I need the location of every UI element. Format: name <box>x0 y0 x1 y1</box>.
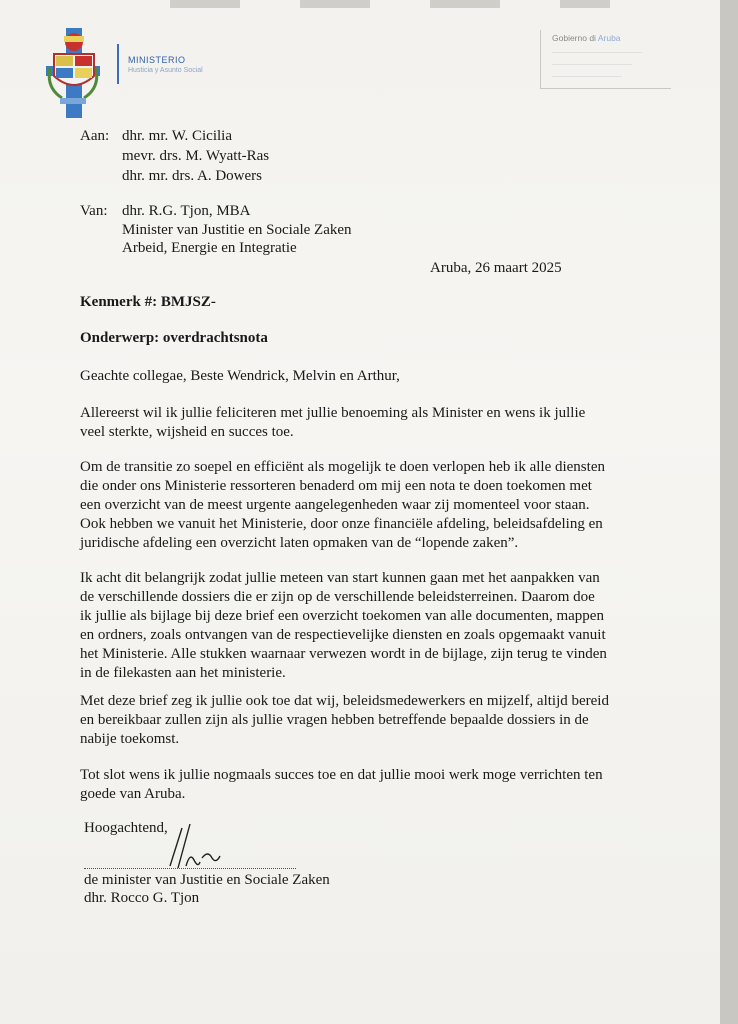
closing: Hoogachtend, <box>84 820 168 836</box>
signatory-title: de minister van Justitie en Sociale Zaken <box>84 872 330 888</box>
ministry-divider <box>117 44 119 84</box>
letter-date: Aruba, 26 maart 2025 <box>430 260 562 276</box>
faded-address-line <box>552 76 622 77</box>
paragraph: Ik acht dit belangrijk zodat jullie meteen van start kunnen gaan met het aanpakken van de verschillende dossiers die er zijn op de verschillende beleidsterreinen. Daarom doe ik jullie als bijlage bij deze brief een overzicht toekomen van alle documenten, mappen en ordners, zoals ontvangen van de respectievelijke diensten en zoals opgemaakt vanuit het Ministerie. Alle stukken waarnaar verwezen wordt in de bijlage, zijn terug te vinden in de filekasten aan het ministerie. <box>80 570 607 681</box>
signature-line <box>84 868 296 869</box>
sender-line: dhr. R.G. Tjon, MBA <box>122 203 251 219</box>
scan-artifact <box>170 0 610 8</box>
faded-address-line <box>552 52 642 53</box>
salutation: Geachte collegae, Beste Wendrick, Melvin en Arthur, <box>80 368 400 384</box>
ministry-subtitle: Husticia y Asunto Social <box>128 67 203 74</box>
paragraph: Met deze brief zeg ik jullie ook toe dat wij, beleidsmedewerkers en mijzelf, altijd bereid en bereikbaar zullen zijn als jullie vragen hebben betreffende bepaalde dossiers in de nabije toekomst. <box>80 693 609 747</box>
aan-label: Aan: <box>80 128 110 144</box>
recipient-line: mevr. drs. M. Wyatt-Ras <box>122 148 270 164</box>
faded-address-line <box>552 64 632 65</box>
paragraph: Allereerst wil ik jullie feliciteren met jullie benoeming als Minister en wens ik jullie veel sterkte, wijsheid en succes toe. <box>80 405 586 440</box>
subject-line: Onderwerp: overdrachtsnota <box>80 330 268 346</box>
ministry-title: MINISTERIO <box>128 55 186 65</box>
reference-number: Kenmerk #: BMJSZ- <box>80 294 216 310</box>
sender-line: Minister van Justitie en Sociale Zaken <box>122 222 352 238</box>
paragraph: Tot slot wens ik jullie nogmaals succes toe en dat jullie mooi werk moge verrichten ten goede van Aruba. <box>80 767 603 802</box>
recipient-line: dhr. mr. drs. A. Dowers <box>122 168 262 184</box>
van-label: Van: <box>80 203 108 219</box>
recipient-line: dhr. mr. W. Cicilia <box>122 128 233 144</box>
government-title: Gobierno di Aruba <box>552 33 621 43</box>
signatory-name: dhr. Rocco G. Tjon <box>84 890 200 906</box>
handwritten-signature <box>160 818 240 878</box>
sender-line: Arbeid, Energie en Integratie <box>122 240 297 256</box>
paragraph: Om de transitie zo soepel en efficiënt als mogelijk te doen verlopen heb ik alle diensten die onder ons Ministerie ressorteren benaderd om mij een nota te doen toekomen met een overzicht van de meest urgente aangelegenheden waar zij momenteel voor staan. Ook hebben we vanuit het Ministerie, door onze financiële afdeling, beleidsafdeling en juridische afdeling een overzicht laten opmaken van de “lopende zaken”. <box>80 459 605 551</box>
background-surface <box>720 0 738 1024</box>
coat-of-arms-logo <box>46 28 100 118</box>
